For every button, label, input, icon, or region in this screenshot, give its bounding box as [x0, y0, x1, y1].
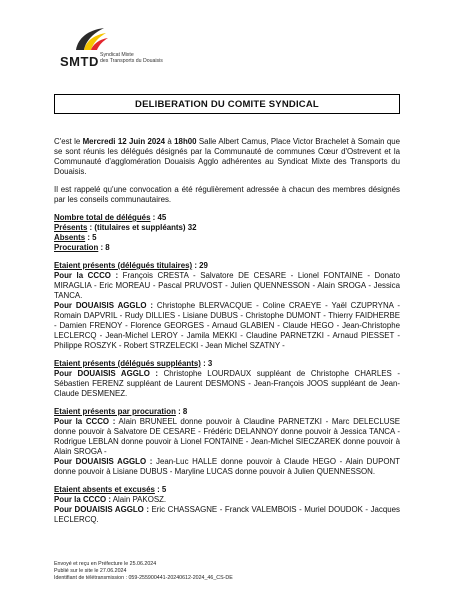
- document-body: [54, 137, 400, 525]
- titulaires-heading: Etaient présents (délégués titulaires) : 29: [54, 261, 208, 270]
- absents-ccco: Pour la CCCO : Alain PAKOSZ.: [54, 495, 167, 504]
- count-present: Présents : (titulaires et suppléants) 32: [54, 223, 197, 232]
- count-proxy: Procuration : 8: [54, 243, 110, 252]
- absents-douaisis: Pour DOUAISIS AGGLO : Eric CHASSAGNE - Franck VALEMBOIS - Muriel DOUDOK - Jacques LECLERCQ.: [54, 505, 400, 524]
- procuration-douaisis: Pour DOUAISIS AGGLO : Jean-Luc HALLE donne pouvoir à Claude HEGO - Alain DUPONT donne pouvoir à Lisiane DUBUS - Maryline LUCAS donne pouvoir à Julien QUENNESSON.: [54, 457, 401, 476]
- procuration-ccco: Pour la CCCO : Alain BRUNEEL donne pouvoir à Claudine PARNETZKI - Marc DELECLUSE donne pouvoir à Salvatore DE CESARE - Frédéric DELANNOY donne pouvoir à Jessica TANCA - Rodrigue LEBLAN donne pouvoir à Lionel FONTAINE - Jean-Michel SIECZAREK donne pouvoir à Alain SROGA -: [54, 417, 400, 456]
- meeting-time: 18h00: [174, 137, 197, 146]
- footer-prefecture: Envoyé et reçu en Préfecture le 25.06.2024: [54, 561, 157, 567]
- document-title: DELIBERATION DU COMITE SYNDICAL: [135, 98, 319, 110]
- suppleants-heading: Etaient présents (délégués suppléants) : 3: [54, 359, 213, 368]
- meeting-date: Mercredi 12 Juin 2024: [82, 137, 166, 146]
- logo-subtitle: Syndicat Mixte des Transports du Douaisis: [100, 52, 163, 65]
- footer-identifier: Identifiant de télétransmission : 059-255900441-20240612-2024_46_CS-DE: [54, 574, 233, 581]
- convocation-paragraph: Il est rappelé qu'une convocation a été régulièrement adressée à chacun des membres désignés par les conseils communautaires.: [54, 185, 400, 204]
- logo-abbreviation: SMTD: [60, 54, 99, 69]
- intro-paragraph: C'est le Mercredi 12 Juin 2024 à 18h00 Salle Albert Camus, Place Victor Brachelet à Somain que se sont réunis les délégués désignés par la Communauté de communes Cœur d'Ostrevent et la Communauté d'agglomération Douaisis Agglo adhérentes au Syndicat Mixte des Transports du Douaisis.: [54, 137, 400, 176]
- count-absent: Absents : 5: [54, 233, 97, 242]
- titulaires-ccco: Pour la CCCO : François CRESTA - Salvatore DE CESARE - Lionel FONTAINE - Donato MIRAGLIA - Eric MOREAU - Pascal PRUVOST - Julien QUENNESSON - Alain SROGA - Jessica TANCA.: [54, 271, 400, 300]
- suppleants-douaisis: Pour DOUAISIS AGGLO : Christophe LOURDAUX suppléant de Christophe CHARLES - Sébastien FERENZ suppléant de Laurent DESMONS - Jean-François JOOS suppléant de Jean-Claude DESMENEZ.: [54, 369, 400, 398]
- smtd-logo: [58, 24, 178, 72]
- absents-heading: Etaient absents et excusés : 5: [54, 485, 167, 494]
- document-title-box: [54, 94, 400, 114]
- count-total: Nombre total de délégués : 45: [54, 213, 167, 222]
- footer-published: Publié sur le site le 27.06.2024: [54, 567, 127, 574]
- procuration-heading: Etaient présents par procuration : 8: [54, 407, 188, 416]
- titulaires-douaisis: Pour DOUAISIS AGGLO : Christophe BLERVACQUE - Coline CRAEYE - Yaël CZUPRYNA - Romain DAPVRIL - Rudy DILLIES - Lisiane DUBUS - Christophe DUMONT - Thierry FAIDHERBE - Damien FRENOY - Florence GEORGES - Arnaud GLABIEN - Claude HEGO - Jean-Christophe LECLERCQ - Jean-Michel LEROY - Jamila MEKKI - Claudine PARNETZKI - Arnaud PIESSET - Philippe ROSZYK - Robert STRZELECKI - Jean Michel SZATNY -: [54, 301, 400, 350]
- transmission-footer: [54, 561, 233, 581]
